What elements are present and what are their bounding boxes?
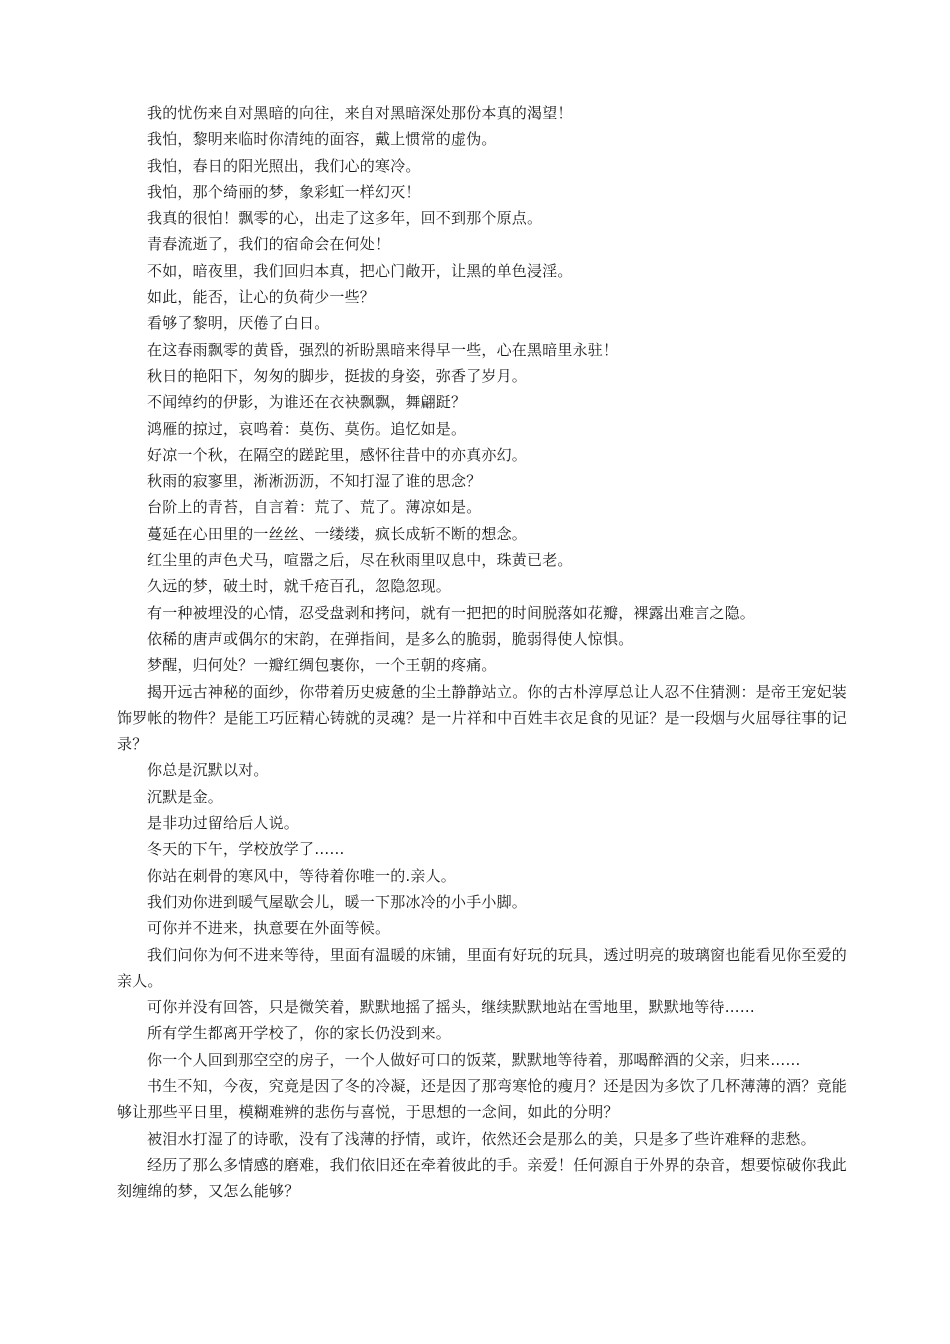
paragraph: 蔓延在心田里的一丝丝、一缕缕，疯长成斩不断的想念。: [147, 524, 528, 543]
paragraph: 好凉一个秋，在隔空的蹉跎里，感怀往昔中的亦真亦幻。: [147, 445, 528, 464]
paragraph: 青春流逝了，我们的宿命会在何处！: [147, 235, 391, 254]
paragraph: 你站在刺骨的寒风中，等待着你唯一的.亲人。: [147, 866, 456, 885]
paragraph: 我怕，黎明来临时你清纯的面容，戴上惯常的虚伪。: [147, 130, 497, 149]
paragraph: 不如，暗夜里，我们回归本真，把心门敞开，让黑的单色浸淫。: [147, 261, 573, 280]
paragraph: 看够了黎明，厌倦了白日。: [147, 314, 330, 333]
paragraph: 是非功过留给后人说。: [147, 814, 300, 833]
paragraph: 红尘里的声色犬马，喧嚣之后，尽在秋雨里叹息中，珠黄已老。: [147, 551, 573, 570]
paragraph: 秋雨的寂寥里，淅淅沥沥，不知打湿了谁的思念？: [147, 472, 482, 491]
paragraph: 依稀的唐声或偶尔的宋韵，在弹指间，是多么的脆弱，脆弱得使人惊惧。: [147, 629, 634, 648]
paragraph: 我们问你为何不进来等待，里面有温暖的床铺，里面有好玩的玩具，透过明亮的玻璃窗也能看见你至爱的亲人。: [117, 945, 847, 990]
paragraph: 台阶上的青苔，自言着：荒了、荒了。薄凉如是。: [147, 498, 482, 517]
paragraph: 冬天的下午，学校放学了……: [147, 840, 345, 859]
paragraph: 可你并没有回答，只是微笑着，默默地摇了摇头，继续默默地站在雪地里，默默地等待……: [147, 998, 756, 1017]
paragraph: 鸿雁的掠过，哀鸣着：莫伤、莫伤。追忆如是。: [147, 419, 467, 438]
paragraph: 可你并不进来，执意要在外面等候。: [147, 919, 391, 938]
paragraph: 我怕，那个绮丽的梦，象彩虹一样幻灭！: [147, 182, 421, 201]
paragraph: 你总是沉默以对。: [147, 761, 269, 780]
paragraph: 我怕，春日的阳光照出，我们心的寒冷。: [147, 156, 421, 175]
paragraph: 你一个人回到那空空的房子，一个人做好可口的饭菜，默默地等待着，那喝醉酒的父亲，归来……: [147, 1050, 801, 1069]
paragraph: 揭开远古神秘的面纱，你带着历史疲惫的尘土静静站立。你的古朴淳厚总让人忍不住猜测：是帝王宠妃装饰罗帐的物件？是能工巧匠精心铸就的灵魂？是一片祥和中百姓丰衣足食的见证？是一段烟与火屈辱往事的记录？: [117, 682, 847, 754]
paragraph: 被泪水打湿了的诗歌，没有了浅薄的抒情，或许，依然还会是那么的美，只是多了些许难释的悲愁。: [147, 1129, 816, 1148]
paragraph: 如此，能否，让心的负荷少一些？: [147, 288, 376, 307]
paragraph: 有一种被埋没的心情，忍受盘剥和拷问，就有一把把的时间脱落如花瓣，裸露出难言之隐。: [147, 603, 756, 622]
paragraph: 我们劝你进到暖气屋歇会儿，暖一下那冰冷的小手小脚。: [147, 892, 528, 911]
paragraph: 所有学生都离开学校了，你的家长仍没到来。: [147, 1024, 452, 1043]
document-body: [117, 100, 847, 1204]
paragraph: 书生不知，今夜，究竟是因了冬的冷凝，还是因了那弯寒怆的瘦月？还是因为多饮了几杯薄薄的酒？竟能够让那些平日里，模糊难辨的悲伤与喜悦，于思想的一念间，如此的分明？: [117, 1076, 847, 1122]
paragraph: 秋日的艳阳下，匆匆的脚步，挺拔的身姿，弥香了岁月。: [147, 366, 528, 385]
paragraph: 久远的梦，破土时，就千疮百孔，忽隐忽现。: [147, 577, 452, 596]
paragraph: 经历了那么多情感的磨难，我们依旧还在牵着彼此的手。亲爱！任何源自于外界的杂音，想要惊破你我此刻缠绵的梦，又怎么能够？: [117, 1155, 847, 1201]
paragraph: 沉默是金。: [147, 787, 224, 806]
paragraph: 我的忧伤来自对黑暗的向往，来自对黑暗深处那份本真的渴望！: [147, 104, 573, 122]
paragraph: 梦醒，归何处？一瓣红绸包裹你，一个王朝的疼痛。: [147, 656, 497, 675]
paragraph: 我真的很怕！飘零的心，出走了这多年，回不到那个原点。: [147, 209, 543, 228]
paragraph: 不闻绰约的伊影，为谁还在衣袂飘飘，舞翩跹？: [147, 393, 467, 412]
paragraph: 在这春雨飘零的黄昏，强烈的祈盼黑暗来得早一些，心在黑暗里永驻！: [147, 340, 619, 359]
